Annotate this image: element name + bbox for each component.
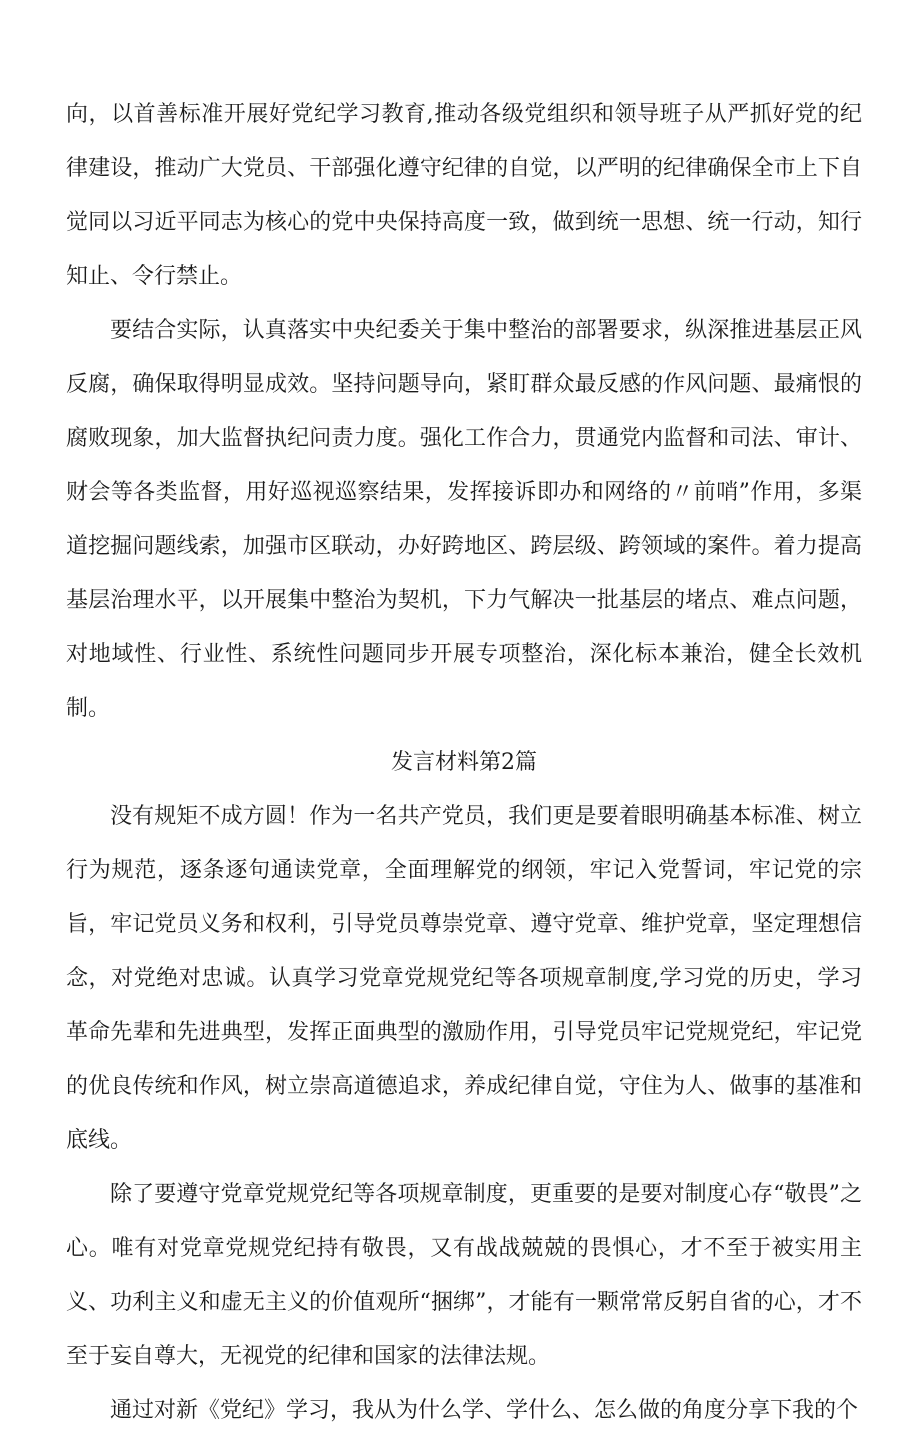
paragraph-rectification: 要结合实际，认真落实中央纪委关于集中整治的部署要求，纵深推进基层正风反腐，确保取得明显成效。坚持问题导向，紧盯群众最反感的作风问题、最痛恨的腐败现象，加大监督执纪问责力度。强化工作合力，贯通党内监督和司法、审计、财会等各类监督，用好巡视巡察结果，发挥接诉即办和网络的〃前哨”作用，多渠道挖掘问题线索，加强市区联动，办好跨地区、跨层级、跨领域的案件。着力提高基层治理水平，以开展集中整治为契机，下力气解决一批基层的堵点、难点问题，对地域性、行业性、系统性问题同步开展专项整治，深化标本兼治，健全长效机制。 xyxy=(66,318,862,721)
paragraph-reverence: 除了要遵守党章党规党纪等各项规章制度，更重要的是要对制度心存“敬畏”之心。唯有对党章党规党纪持有敬畏，又有战战兢兢的畏惧心，才不至于被实用主义、功利主义和虚无主义的价值观所“捆绑”，才能有一颗常常反躬自省的心，才不至于妄自尊大，无视党的纪律和国家的法律法规。 xyxy=(66,1182,862,1369)
paragraph-rules: 没有规矩不成方圆！作为一名共产党员，我们更是要着眼明确基本标准、树立行为规范，逐条逐句通读党章，全面理解党的纲领，牢记入党誓词，牢记党的宗旨，牢记党员义务和权利，引导党员尊崇党章、遵守党章、维护党章，坚定理想信念，对党绝对忠诚。认真学习党章党规党纪等各项规章制度,学习党的历史，学习革命先辈和先进典型，发挥正面典型的激励作用，引导党员牢记党规党纪，牢记党的优良传统和作风，树立崇高道德追求，养成纪律自觉，守住为人、做事的基准和底线。 xyxy=(66,804,862,1153)
paragraph-continuation: 向，以首善标准开展好党纪学习教育,推动各级党组织和领导班子从严抓好党的纪律建设，推动广大党员、干部强化遵守纪律的自觉，以严明的纪律确保全市上下自觉同以习近平同志为核心的党中央保持高度一致，做到统一思想、统一行动，知行知止、令行禁止。 xyxy=(66,102,862,289)
document-body xyxy=(66,88,862,1438)
paragraph-study-intro: 通过对新《党纪》学习，我从为什么学、学什么、怎么做的角度分享下我的个 xyxy=(110,1398,859,1423)
section-heading: 发言材料第2篇 xyxy=(391,750,537,775)
